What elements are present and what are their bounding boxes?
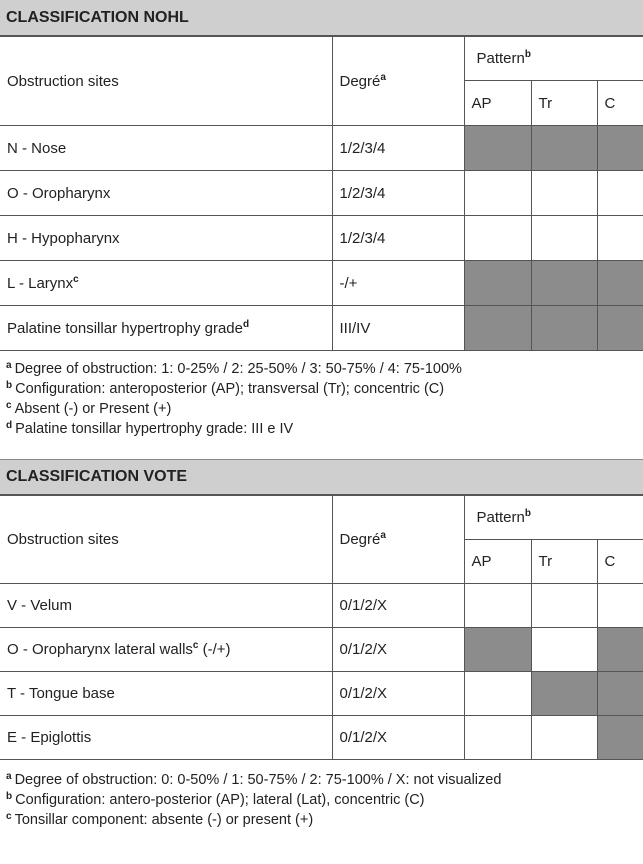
site-cell: T - Tongue base — [0, 672, 332, 716]
footnote: $^c$ Tonsillar component: absente (-) or present (+) — [6, 811, 314, 828]
vote-table — [0, 495, 643, 760]
tr-header: Tr — [531, 540, 597, 584]
pattern-cell-c — [597, 672, 643, 716]
pattern-cell-tr — [531, 216, 597, 261]
pattern-cell-ap — [464, 126, 531, 171]
footnote: $^a$ Degree of obstruction: 1: 0-25% / 2: 25-50% / 3: 50-75% / 4: 75-100% — [6, 360, 462, 377]
vote-footnotes — [0, 760, 643, 836]
table-row — [0, 672, 643, 716]
pattern-cell-ap — [464, 171, 531, 216]
table-row — [0, 628, 643, 672]
degree-header: Degré$^a$ — [332, 37, 464, 126]
pattern-header: Pattern$^b$ — [464, 37, 643, 81]
nohl-table — [0, 36, 643, 351]
degree-header: Degré$^a$ — [332, 496, 464, 584]
table-row — [0, 171, 643, 216]
degree-cell: 0/1/2/X — [332, 716, 464, 760]
c-header: C — [597, 81, 643, 126]
nohl-footnotes — [0, 351, 643, 459]
pattern-cell-ap — [464, 628, 531, 672]
site-cell: E - Epiglottis — [0, 716, 332, 760]
footnote: $^a$ Degree of obstruction: 0: 0-50% / 1: 50-75% / 2: 75-100% / X: not visualized — [6, 771, 502, 788]
pattern-cell-c — [597, 584, 643, 628]
pattern-cell-tr — [531, 261, 597, 306]
pattern-cell-tr — [531, 672, 597, 716]
table-row — [0, 126, 643, 171]
degree-cell: III/IV — [332, 306, 464, 351]
pattern-cell-tr — [531, 306, 597, 351]
sites-header: Obstruction sites — [0, 496, 332, 584]
site-cell: O - Oropharynx — [0, 171, 332, 216]
site-cell: O - Oropharynx lateral walls$^c$ (-/+) — [0, 628, 332, 672]
nohl-title: CLASSIFICATION NOHL — [0, 0, 643, 36]
pattern-cell-ap — [464, 716, 531, 760]
degree-cell: -/+ — [332, 261, 464, 306]
pattern-cell-c — [597, 628, 643, 672]
ap-header: AP — [464, 81, 531, 126]
pattern-cell-ap — [464, 306, 531, 351]
pattern-cell-ap — [464, 672, 531, 716]
footnote: $^b$ Configuration: anteroposterior (AP); transversal (Tr); concentric (C) — [6, 380, 445, 397]
vote-title: CLASSIFICATION VOTE — [0, 459, 643, 495]
pattern-cell-ap — [464, 584, 531, 628]
pattern-cell-c — [597, 126, 643, 171]
pattern-header: Pattern$^b$ — [464, 496, 643, 540]
pattern-cell-c — [597, 216, 643, 261]
c-header: C — [597, 540, 643, 584]
tr-header: Tr — [531, 81, 597, 126]
pattern-cell-tr — [531, 716, 597, 760]
pattern-cell-ap — [464, 261, 531, 306]
table-row — [0, 716, 643, 760]
pattern-cell-ap — [464, 216, 531, 261]
table-row — [0, 261, 643, 306]
table-row — [0, 306, 643, 351]
degree-cell: 0/1/2/X — [332, 672, 464, 716]
footnote: $^c$ Absent (-) or Present (+) — [6, 400, 172, 417]
site-cell: L - Larynx$^c$ — [0, 261, 332, 306]
degree-cell: 0/1/2/X — [332, 584, 464, 628]
degree-cell: 1/2/3/4 — [332, 171, 464, 216]
sites-header: Obstruction sites — [0, 37, 332, 126]
pattern-cell-c — [597, 306, 643, 351]
site-cell: Palatine tonsillar hypertrophy grade$^d$ — [0, 306, 332, 351]
pattern-cell-tr — [531, 126, 597, 171]
pattern-cell-tr — [531, 584, 597, 628]
ap-header: AP — [464, 540, 531, 584]
pattern-cell-tr — [531, 171, 597, 216]
table-row — [0, 216, 643, 261]
footnote: $^b$ Configuration: antero-posterior (AP); lateral (Lat), concentric (C) — [6, 791, 425, 808]
footnote: $^d$ Palatine tonsillar hypertrophy grade: III e IV — [6, 420, 294, 437]
site-cell: H - Hypopharynx — [0, 216, 332, 261]
site-cell: V - Velum — [0, 584, 332, 628]
table-row — [0, 584, 643, 628]
degree-cell: 0/1/2/X — [332, 628, 464, 672]
degree-cell: 1/2/3/4 — [332, 126, 464, 171]
pattern-cell-c — [597, 716, 643, 760]
site-cell: N - Nose — [0, 126, 332, 171]
pattern-cell-c — [597, 261, 643, 306]
pattern-cell-tr — [531, 628, 597, 672]
pattern-cell-c — [597, 171, 643, 216]
degree-cell: 1/2/3/4 — [332, 216, 464, 261]
